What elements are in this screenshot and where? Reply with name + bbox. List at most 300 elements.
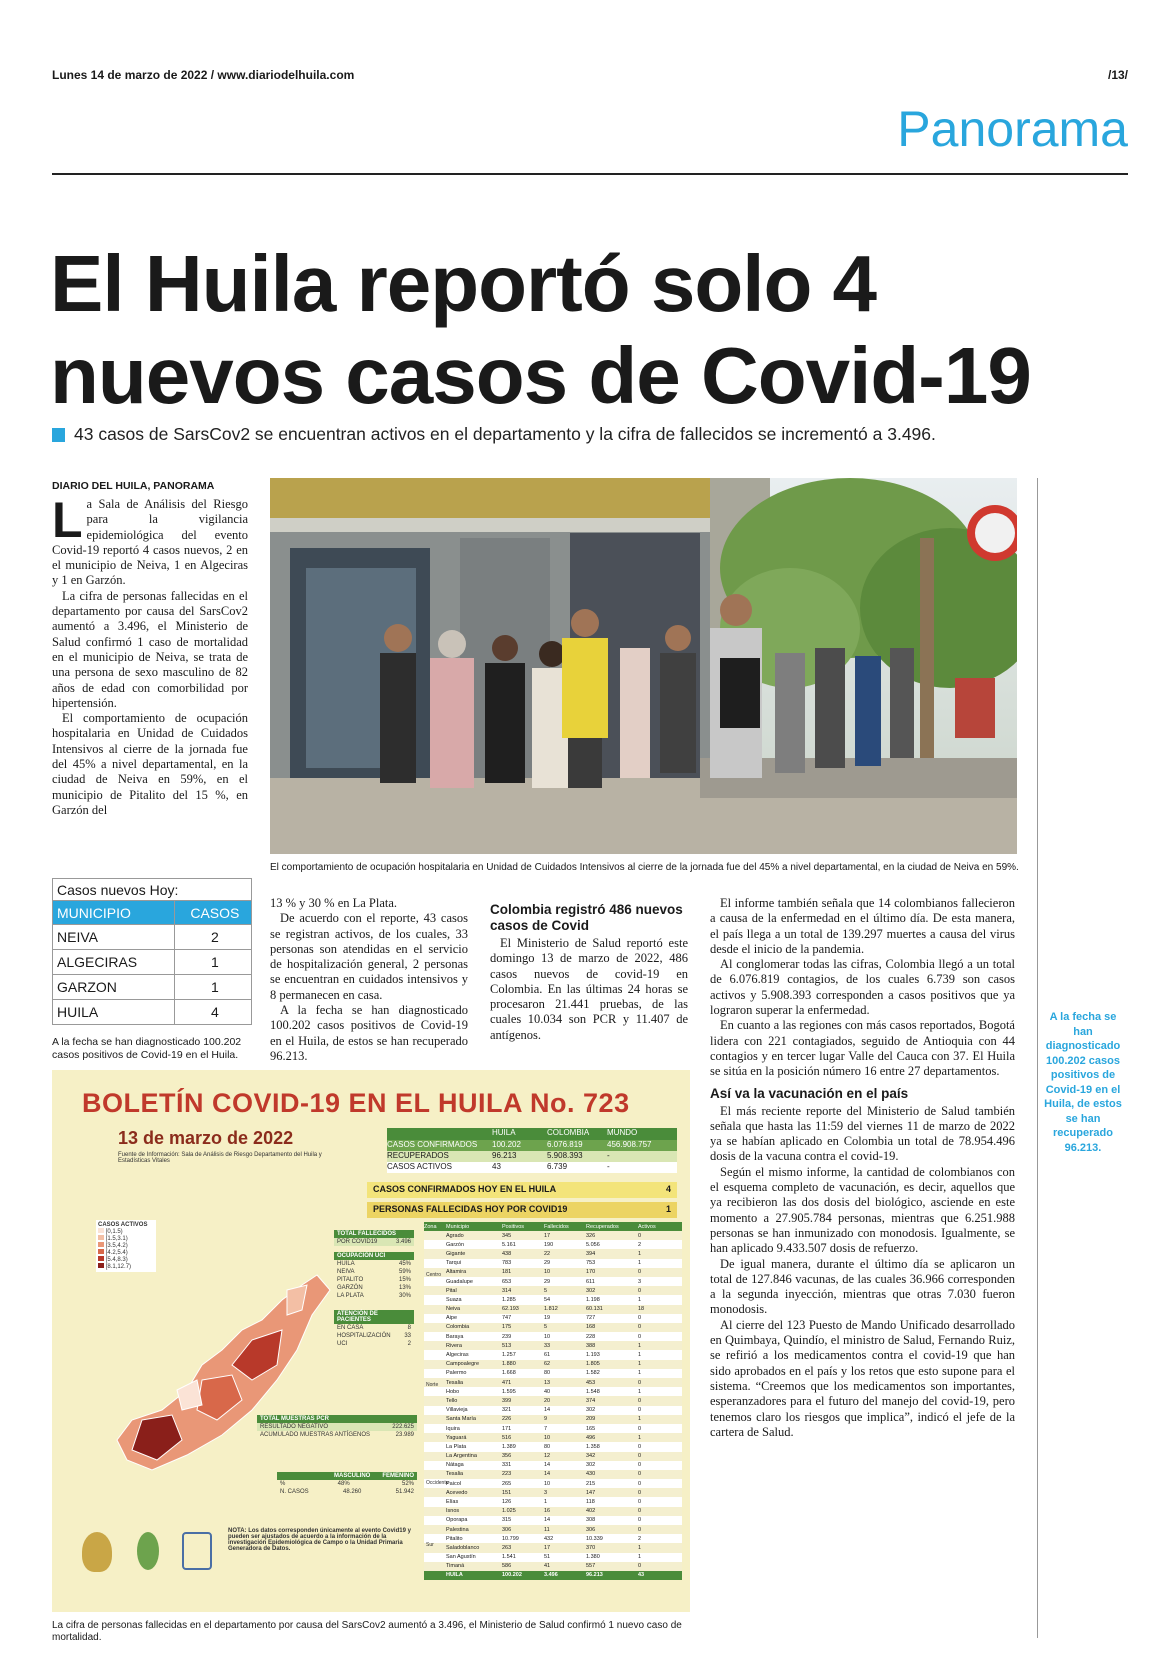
table-cell: 19 <box>544 1315 551 1322</box>
table-cell: Colombia <box>446 1324 470 1331</box>
table-cell: Garzón <box>446 1241 465 1248</box>
table-row: ACUMULADO MUESTRAS ANTÍGENOS 23.989 <box>260 1432 414 1438</box>
table-row <box>424 1516 682 1525</box>
table-cell: 345 <box>502 1232 512 1239</box>
table-cell: 727 <box>586 1315 596 1322</box>
table-cell: 239 <box>502 1333 512 1340</box>
table-cell: Yaguará <box>446 1434 467 1441</box>
table-cell: Pitalito <box>446 1535 463 1542</box>
table-cell: Neiva <box>446 1306 461 1313</box>
map-legend: CASOS ACTIVOS [0,1.5) [1.5,3.1) [3.5,4.2) [4.2,5.4) [5.4,8.3) [8.1,12.7) <box>96 1220 156 1272</box>
table-cell: 0 <box>638 1232 642 1239</box>
table-row: POR COVID19 3.496 <box>334 1238 414 1246</box>
table-cell: 302 <box>586 1287 596 1294</box>
table-cell: 0 <box>638 1471 642 1478</box>
table-row: GARZON 1 <box>53 975 252 1000</box>
table-cell: Gigante <box>446 1250 466 1257</box>
table-cell: 62.193 <box>502 1306 519 1313</box>
table-cell: 430 <box>586 1471 596 1478</box>
table-cell: 1 <box>638 1554 642 1561</box>
table-cell: 0 <box>638 1517 642 1524</box>
table-cell: 10 <box>544 1269 551 1276</box>
table-cell: 370 <box>586 1544 596 1551</box>
table-cell: 5 <box>544 1287 548 1294</box>
table-cell: 557 <box>586 1563 596 1570</box>
article-column-2 <box>270 896 468 1064</box>
secretaria-logo-icon <box>182 1532 212 1570</box>
table-cell: 22 <box>544 1250 551 1257</box>
legend-item: [3.5,4.2) <box>98 1242 154 1249</box>
table-cell: 653 <box>502 1278 512 1285</box>
table-cell: Palestina <box>446 1526 469 1533</box>
table-row <box>424 1415 682 1424</box>
table-cell: 1.548 <box>586 1388 600 1395</box>
table-row: ALGECIRAS 1 <box>53 950 252 975</box>
table-cell: 170 <box>586 1269 596 1276</box>
table-cell: 265 <box>502 1480 512 1487</box>
subtitle: Colombia registró 486 nuevos casos de Covid <box>490 902 683 933</box>
table-cell: 209 <box>586 1416 596 1423</box>
article-column-1 <box>52 480 248 818</box>
table-cell: 1.880 <box>502 1361 516 1368</box>
article-paragraph: El Ministerio de Salud reportó este domingo 13 de marzo de 2022, 486 casos nuevos de covid-19 en Colombia. En las últimas 24 horas se procesaron 21.441 pruebas, de las cuales 10.034 son PCR y 11.407 de antígenos. <box>490 936 688 1042</box>
table-cell: Campoalegre <box>446 1361 480 1368</box>
table-row <box>424 1534 682 1543</box>
table-cell: 0 <box>638 1425 642 1432</box>
table-row <box>424 1332 682 1341</box>
page-number: /13/ <box>1107 68 1128 82</box>
masthead-rule <box>52 173 1128 175</box>
table-cell: 10 <box>544 1333 551 1340</box>
table-cell: Timaná <box>446 1563 465 1570</box>
table-cell: 1 <box>638 1370 642 1377</box>
table-cell: 1.198 <box>586 1296 600 1303</box>
table-cell: 438 <box>502 1250 512 1257</box>
legend-item: [0,1.5) <box>98 1228 154 1235</box>
table-cell: 1.812 <box>544 1306 558 1313</box>
zone-label: Centro <box>426 1272 442 1278</box>
table-cell: 1 <box>638 1342 642 1349</box>
table-cell: 0 <box>638 1397 642 1404</box>
table-row: % 48% 52% <box>280 1481 414 1487</box>
table-cell: 1 <box>638 1250 642 1257</box>
table-cell: 306 <box>586 1526 596 1533</box>
table-row <box>424 1240 682 1249</box>
table-cell: 0 <box>638 1489 642 1496</box>
table-cell: 302 <box>586 1407 596 1414</box>
tests-table: TOTAL MUESTRAS PCR RESULTADO NEGATIVO 222.625 ACUMULADO MUESTRAS ANTÍGENOS 23.989 <box>257 1415 417 1439</box>
table-cell: Paicol <box>446 1480 461 1487</box>
table-cell: 1.285 <box>502 1296 516 1303</box>
column-header: CASOS <box>174 901 251 925</box>
table-cell: Pital <box>446 1287 457 1294</box>
table-cell: 432 <box>544 1535 554 1542</box>
table-cell: 1 <box>638 1388 642 1395</box>
table-cell: 394 <box>586 1250 596 1257</box>
health-logo-icon <box>137 1532 159 1570</box>
today-deaths: PERSONAS FALLECIDAS HOY POR COVID19 1 <box>367 1202 677 1218</box>
table-cell: Altamira <box>446 1269 467 1276</box>
table-cell: 5 <box>544 1324 548 1331</box>
table-cell: 147 <box>586 1489 596 1496</box>
table-cell: 10.339 <box>586 1535 603 1542</box>
table-row <box>424 1350 682 1359</box>
article-paragraph: El informe también señala que 14 colombianos fallecieron a causa de la enfermedad en el último día. De esta manera, el país llega a un total de 139.297 muertes a causa del virus desde el inicio de la pandemia. <box>710 896 1015 956</box>
table-cell: 1.257 <box>502 1352 516 1359</box>
article-paragraph: Según el mismo informe, la cantidad de colombianos con el esquema completo de vacunación, es decir, aquellos que ya recibieron las dos dosis del biológico, asciende en este momento a 27.905.784 personas, mientras que 6.251.988 personas se han inmunizado con monodosis. Igualmente, se han aplicado 9.433.507 dosis de refuerzo. <box>710 1164 1015 1256</box>
article-paragraph: En cuanto a las regiones con más casos reportados, Bogotá lidera con 221 contagiados, seguido de Antioquia con 44 contagios y en tercer lugar Valle del Cauca con 37. El Huila se sitúa en la posición número 16 entre 27 departamentos. <box>710 1018 1015 1079</box>
table-note: A la fecha se han diagnosticado 100.202 casos positivos de Covid-19 en el Huila. <box>52 1036 242 1061</box>
table-cell: 14 <box>544 1517 551 1524</box>
table-cell: 10 <box>544 1434 551 1441</box>
municipality-table: Zona Municipio Positivos Fallecidos Recuperados Activos Agrado 345 17 326 0 Garzón 5.161 190 5.056 2 Gigante 438 22 394 1 Tarqui 783 29 753 1 Altamira 181 10 170 0 Guadalupe 653 29 611 3 Pital 314 5 302 0 Suaza 1.285 54 1.198 1 Neiva 62.193 1.812 60.131 18 Aipe 747 19 727 0 Colombia 175 5 168 0 Baraya 239 10 228 0 Rivera 513 33 388 1 Algeciras 1.257 61 1.193 1 Campoalegre 1.880 62 1.805 1 Palermo 1.668 80 1.582 1 Tesalia 471 13 453 0 Hobo 1.595 40 1.548 1 Tello 399 20 374 0 Villavieja 321 14 302 0 Santa María 226 9 209 1 Iquira 171 7 165 0 Yaguará 516 10 496 1 La Plata 1.389 80 1.358 0 La Argentina 356 12 342 0 Nátaga 331 14 302 0 Tesalia 223 14 430 0 Paicol 265 10 215 0 Acevedo 151 3 147 0 Elías 126 1 118 0 Isnos 1.025 16 402 0 Oporapa 315 14 308 0 Palestina 306 11 306 0 Pitalito 10.799 432 10.339 2 Saladoblanco 263 17 370 1 San Agustín 1.541 51 1.380 1 Timaná 586 41 557 0 HUILA 100.202 3.496 96.213 43 Centro Norte Occidente Sur <box>424 1222 682 1580</box>
table-row: RECUPERADOS 96.213 5.908.393 - <box>387 1151 677 1162</box>
legend-item: [1.5,3.1) <box>98 1235 154 1242</box>
date-line: Lunes 14 de marzo de 2022 / www.diariodelhuila.com <box>52 68 355 82</box>
table-cell: Baraya <box>446 1333 464 1340</box>
table-cell: Saladoblanco <box>446 1544 480 1551</box>
headline-line-1: El Huila reportó solo 4 <box>50 239 877 328</box>
table-cell: 118 <box>586 1499 595 1506</box>
table-cell: 1 <box>638 1260 642 1267</box>
article-paragraph: El comportamiento de ocupación hospitalaria en Unidad de Cuidados Intensivos al cierre de la jornada fue del 45% a nivel departamental, en la ciudad de Neiva en 59%, en el municipio de Pitalito del 15 %, en Garzón del <box>52 711 248 817</box>
street-queue-photo <box>270 478 1017 854</box>
table-row <box>424 1497 682 1506</box>
table-cell: 783 <box>502 1260 512 1267</box>
photo-caption: El comportamiento de ocupación hospitalaria en Unidad de Cuidados Intensivos al cierre de la jornada fue del 45% a nivel departamental, en la ciudad de Neiva en 59%. <box>270 862 1019 873</box>
table-cell: La Plata <box>446 1443 467 1450</box>
table-cell: 3 <box>638 1278 642 1285</box>
article-paragraph: 13 % y 30 % en La Plata. <box>270 896 398 910</box>
table-row <box>424 1259 682 1268</box>
table-cell: 0 <box>638 1315 642 1322</box>
government-logo-icon <box>82 1532 112 1572</box>
table-cell: 586 <box>502 1563 512 1570</box>
article-paragraph: Al conglomerar todas las cifras, Colombia llegó a un total de 6.076.819 contagios, de los cuales 6.739 son casos activos y 5.908.393 corresponden a casos positivos que ya lograron superar la enfermedad. <box>710 957 1015 1018</box>
table-cell: Rivera <box>446 1342 462 1349</box>
table-cell: 1.380 <box>586 1554 600 1561</box>
table-cell: La Argentina <box>446 1453 477 1460</box>
stats-column: TOTAL FALLECIDOS POR COVID19 3.496 OCUPACIÓN UCI HUILA 45% NEIVA 59% PITALITO 15% GARZÓN 13% LA PLATA 30% ATENCIÓN DE PACIENTES EN CASA 8 HOSPITALIZACIÓN 33 UCI 2 <box>334 1230 414 1348</box>
table-cell: 471 <box>502 1379 512 1386</box>
table-row <box>424 1286 682 1295</box>
today-confirmed: CASOS CONFIRMADOS HOY EN EL HUILA 4 <box>367 1182 677 1198</box>
table-cell: 315 <box>502 1517 512 1524</box>
table-cell: 388 <box>586 1342 596 1349</box>
table-cell: 223 <box>502 1471 512 1478</box>
table-cell: 62 <box>544 1361 551 1368</box>
table-cell: Acevedo <box>446 1489 468 1496</box>
table-cell: Isnos <box>446 1508 460 1515</box>
table-cell: Tesalia <box>446 1379 464 1386</box>
pull-quote: A la fecha se han diagnosticado 100.202 casos positivos de Covid-19 en el Huila, de estos se han recuperado 96.213. <box>1044 1011 1122 1154</box>
table-cell: San Agustín <box>446 1554 476 1561</box>
table-cell: 0 <box>638 1269 642 1276</box>
table-cell: 0 <box>638 1333 642 1340</box>
table-row <box>424 1305 682 1314</box>
bulletin-source: Fuente de Información: Sala de Análisis de Riesgo Departamento del Huila y Estadísticas Vitales <box>118 1152 322 1164</box>
table-cell: 80 <box>544 1370 551 1377</box>
table-title: Casos nuevos Hoy: <box>53 879 252 901</box>
table-row <box>424 1442 682 1451</box>
table-cell: Hobo <box>446 1388 460 1395</box>
table-cell: 13 <box>544 1379 551 1386</box>
table-cell: 215 <box>586 1480 596 1487</box>
table-row <box>424 1314 682 1323</box>
table-row <box>424 1341 682 1350</box>
table-cell: 0 <box>638 1287 642 1294</box>
table-row <box>424 1249 682 1258</box>
table-cell: Nátaga <box>446 1462 464 1469</box>
bulletin-caption: La cifra de personas fallecidas en el departamento por causa del SarsCov2 aumentó a 3.496, el Ministerio de Salud confirmó 1 nuevo caso de mortalidad. <box>52 1620 682 1643</box>
table-cell: 1 <box>638 1352 642 1359</box>
legend-item: [8.1,12.7) <box>98 1263 154 1270</box>
covid-bulletin-infographic <box>52 1070 690 1612</box>
table-cell: 14 <box>544 1471 551 1478</box>
article-column-4 <box>710 896 1015 1440</box>
table-cell: 1.541 <box>502 1554 516 1561</box>
subtitle: Así va la vacunación en el país <box>710 1085 909 1101</box>
table-row: NEIVA 59% <box>337 1269 411 1275</box>
table-cell: 7 <box>544 1425 548 1432</box>
table-cell: 17 <box>544 1232 551 1239</box>
table-cell: 17 <box>544 1544 551 1551</box>
table-cell: 0 <box>638 1453 642 1460</box>
table-cell: Tesalia <box>446 1471 464 1478</box>
table-cell: 0 <box>638 1379 642 1386</box>
table-cell: 18 <box>638 1306 645 1313</box>
zone-label: Norte <box>426 1382 439 1388</box>
table-row <box>424 1406 682 1415</box>
table-cell: 1.389 <box>502 1443 516 1450</box>
table-cell: 61 <box>544 1352 551 1359</box>
table-cell: 54 <box>544 1296 551 1303</box>
table-row <box>424 1387 682 1396</box>
table-row <box>424 1277 682 1286</box>
table-cell: 0 <box>638 1480 642 1487</box>
table-cell: 321 <box>502 1407 512 1414</box>
table-row <box>424 1323 682 1332</box>
legend-item: [5.4,8.3) <box>98 1256 154 1263</box>
table-cell: 0 <box>638 1407 642 1414</box>
table-cell: Tarqui <box>446 1260 461 1267</box>
subhead-bullet-icon <box>52 428 65 442</box>
table-cell: 80 <box>544 1443 551 1450</box>
table-cell: 171 <box>502 1425 512 1432</box>
table-cell: 190 <box>544 1241 554 1248</box>
table-cell: Guadalupe <box>446 1278 473 1285</box>
table-cell: 306 <box>502 1526 512 1533</box>
table-row: LA PLATA 30% <box>337 1293 411 1299</box>
table-cell: 5.161 <box>502 1241 516 1248</box>
table-cell: 12 <box>544 1453 551 1460</box>
byline: DIARIO DEL HUILA, PANORAMA <box>52 480 215 492</box>
table-cell: 1 <box>638 1296 642 1303</box>
table-cell: 10.799 <box>502 1535 519 1542</box>
article-paragraph: De acuerdo con el reporte, 43 casos se registran activos, de los cuales, 33 personas son atendidas en el servicio de hospitalización general, 2 personas se encuentran en cuidados intensivos y 8 permanecen en casa. <box>270 911 468 1002</box>
table-row <box>424 1553 682 1562</box>
table-row <box>424 1268 682 1277</box>
table-cell: 60.131 <box>586 1306 603 1313</box>
table-row: UCI 2 <box>337 1341 411 1347</box>
table-row: PITALITO 15% <box>337 1277 411 1283</box>
table-row <box>424 1479 682 1488</box>
table-cell: 228 <box>586 1333 596 1340</box>
table-cell: 151 <box>502 1489 512 1496</box>
huila-map <box>102 1270 342 1480</box>
table-cell: 1 <box>638 1434 642 1441</box>
summary-table: HUILA COLOMBIA MUNDO CASOS CONFIRMADOS 100.202 6.076.819 456.908.757 RECUPERADOS 96.213 5.908.393 - CASOS ACTIVOS 43 6.739 - <box>387 1128 677 1173</box>
article-column-3 <box>490 896 688 1043</box>
table-row <box>424 1452 682 1461</box>
table-cell: 402 <box>586 1508 596 1515</box>
article-lead: La Sala de Análisis del Riesgo para la vigilancia epidemiológica del evento Covid-19 reportó 4 casos nuevos, 2 en el municipio de Neiva, 1 en Algeciras y 1 en Garzón. <box>52 492 248 588</box>
table-row <box>424 1396 682 1405</box>
bulletin-title: BOLETÍN COVID-19 EN EL HUILA No. 723 <box>82 1088 630 1118</box>
table-cell: 168 <box>586 1324 596 1331</box>
table-row: CASOS CONFIRMADOS 100.202 6.076.819 456.908.757 <box>387 1140 677 1151</box>
table-cell: 0 <box>638 1499 642 1506</box>
table-row: NEIVA 2 <box>53 925 252 950</box>
table-cell: Santa María <box>446 1416 476 1423</box>
table-cell: 356 <box>502 1453 512 1460</box>
table-cell: 5.056 <box>586 1241 600 1248</box>
column-header: MUNICIPIO <box>53 901 175 925</box>
table-cell: 0 <box>638 1508 642 1515</box>
table-cell: 326 <box>586 1232 596 1239</box>
table-row: RESULTADO NEGATIVO 222.625 <box>257 1423 417 1431</box>
table-row <box>424 1424 682 1433</box>
article-paragraph: La cifra de personas fallecidas en el departamento por causa del SarsCov2 aumentó a 3.496, el Ministerio de Salud confirmó 1 caso de mortalidad en el municipio de Neiva, se trata de una persona de sexo masculino de 82 años de edad con comorbilidad por hipertensión. <box>52 588 248 710</box>
table-cell: 29 <box>544 1260 551 1267</box>
table-cell: Suaza <box>446 1296 462 1303</box>
table-row <box>424 1507 682 1516</box>
table-row <box>424 1433 682 1442</box>
table-cell: 302 <box>586 1462 596 1469</box>
table-cell: 496 <box>586 1434 596 1441</box>
table-cell: 0 <box>638 1526 642 1533</box>
table-total-row: HUILA 100.202 3.496 96.213 43 <box>424 1571 682 1580</box>
table-cell: 10 <box>544 1480 551 1487</box>
table-row <box>424 1295 682 1304</box>
table-row: EN CASA 8 <box>337 1325 411 1331</box>
table-cell: Algeciras <box>446 1352 469 1359</box>
table-cell: 33 <box>544 1342 551 1349</box>
bulletin-note: NOTA: Los datos corresponden únicamente al evento Covid19 y pueden ser ajustados de acuerdo a la información de la investigación Epidemiológica de Campo o la Unidad Primaria Generadora de Datos. <box>228 1528 411 1552</box>
table-row <box>424 1470 682 1479</box>
table-cell: 1.025 <box>502 1508 516 1515</box>
table-cell: 1 <box>638 1416 642 1423</box>
table-cell: 399 <box>502 1397 512 1404</box>
table-cell: Iquira <box>446 1425 460 1432</box>
sidebar-divider <box>1037 478 1038 1638</box>
table-cell: 753 <box>586 1260 596 1267</box>
table-cell: 1.805 <box>586 1361 600 1368</box>
table-cell: Elías <box>446 1499 459 1506</box>
table-cell: 331 <box>502 1462 512 1469</box>
table-cell: 226 <box>502 1416 512 1423</box>
table-cell: 1.582 <box>586 1370 600 1377</box>
table-row: HUILA 45% <box>337 1261 411 1267</box>
table-row <box>424 1378 682 1387</box>
article-paragraph: De igual manera, durante el último día se aplicaron un total de 127.846 vacunas, de las cuales 36.966 corresponden a la segunda inyección, mientras que otras 7.030 fueron monodosis. <box>710 1256 1015 1317</box>
table-cell: Oporapa <box>446 1517 468 1524</box>
table-cell: 0 <box>638 1324 642 1331</box>
table-cell: 3 <box>544 1489 548 1496</box>
headline <box>50 238 1130 422</box>
headline-line-2: nuevos casos de Covid-19 <box>50 331 1031 420</box>
table-row <box>424 1525 682 1534</box>
article-paragraph: El más reciente reporte del Ministerio de Salud también señala que hasta las 11:59 del viernes 11 de marzo de 2022 ya se habían aplicado en Colombia un total de 78.954.496 dosis de la vacuna contra el covid-19. <box>710 1103 1015 1164</box>
zone-label: Occidente <box>426 1480 449 1486</box>
table-cell: 453 <box>586 1379 596 1386</box>
table-cell: 2 <box>638 1241 642 1248</box>
table-cell: 126 <box>502 1499 512 1506</box>
table-cell: 308 <box>586 1517 596 1524</box>
article-paragraph: Al cierre del 123 Puesto de Mando Unificado desarrollado en Quimbaya, Quindío, el ministro de Salud, Fernando Ruiz, se refirió a los medicamentos contra el covid-19 que han sido aprobados en el país y los retos que esto supone para el sistema. “Creemos que los medicamentos son importantes, esperanzadores para el futuro del manejo del covid-19, pero tenemos claro los riesgos que implica”, indicó el jefe de la cartera de Salud. <box>710 1317 1015 1439</box>
table-cell: 1.193 <box>586 1352 600 1359</box>
table-row: N. CASOS 48.260 51.942 <box>280 1489 414 1495</box>
table-cell: 513 <box>502 1342 512 1349</box>
bulletin-date: 13 de marzo de 2022 <box>118 1128 294 1148</box>
table-cell: 374 <box>586 1397 596 1404</box>
subhead: 43 casos de SarsCov2 se encuentran activos en el departamento y la cifra de fallecidos se incrementó a 3.496. <box>74 424 936 444</box>
table-cell: 0 <box>638 1462 642 1469</box>
table-cell: Aipe <box>446 1315 458 1322</box>
table-cell: 29 <box>544 1278 551 1285</box>
table-cell: Tello <box>446 1397 458 1404</box>
table-cell: 165 <box>586 1425 596 1432</box>
dropcap: L <box>52 492 83 548</box>
table-cell: 1.668 <box>502 1370 516 1377</box>
table-cell: Agrado <box>446 1232 464 1239</box>
table-row: CASOS ACTIVOS 43 6.739 - <box>387 1162 677 1173</box>
table-cell: 181 <box>502 1269 512 1276</box>
municipality-rows <box>424 1231 682 1571</box>
table-cell: 314 <box>502 1287 512 1294</box>
table-cell: 263 <box>502 1544 512 1551</box>
table-cell: 14 <box>544 1462 551 1469</box>
table-cell: 611 <box>586 1278 595 1285</box>
table-cell: 2 <box>638 1535 642 1542</box>
table-cell: 11 <box>544 1526 550 1533</box>
table-cell: 14 <box>544 1407 551 1414</box>
table-cell: 1 <box>638 1544 642 1551</box>
table-cell: 1.595 <box>502 1388 516 1395</box>
table-row <box>424 1488 682 1497</box>
table-row <box>424 1369 682 1378</box>
table-cell: 9 <box>544 1416 548 1423</box>
sex-table: MASCULINO FEMENINO % 48% 52% N. CASOS 48.260 51.942 <box>277 1472 417 1496</box>
table-cell: 51 <box>544 1554 551 1561</box>
table-cell: 1 <box>544 1499 548 1506</box>
table-cell: 342 <box>586 1453 596 1460</box>
zone-label: Sur <box>426 1542 434 1548</box>
table-cell: 747 <box>502 1315 512 1322</box>
table-row <box>424 1231 682 1240</box>
table-row: GARZÓN 13% <box>337 1285 411 1291</box>
table-cell: 40 <box>544 1388 551 1395</box>
table-cell: 0 <box>638 1563 642 1570</box>
table-cell: 516 <box>502 1434 512 1441</box>
table-row: HOSPITALIZACIÓN 33 <box>337 1333 411 1339</box>
table-row <box>424 1562 682 1571</box>
table-cell: Villavieja <box>446 1407 468 1414</box>
table-cell: Palermo <box>446 1370 467 1377</box>
table-row <box>424 1360 682 1369</box>
section-title: Panorama <box>897 101 1128 157</box>
table-row <box>424 1461 682 1470</box>
